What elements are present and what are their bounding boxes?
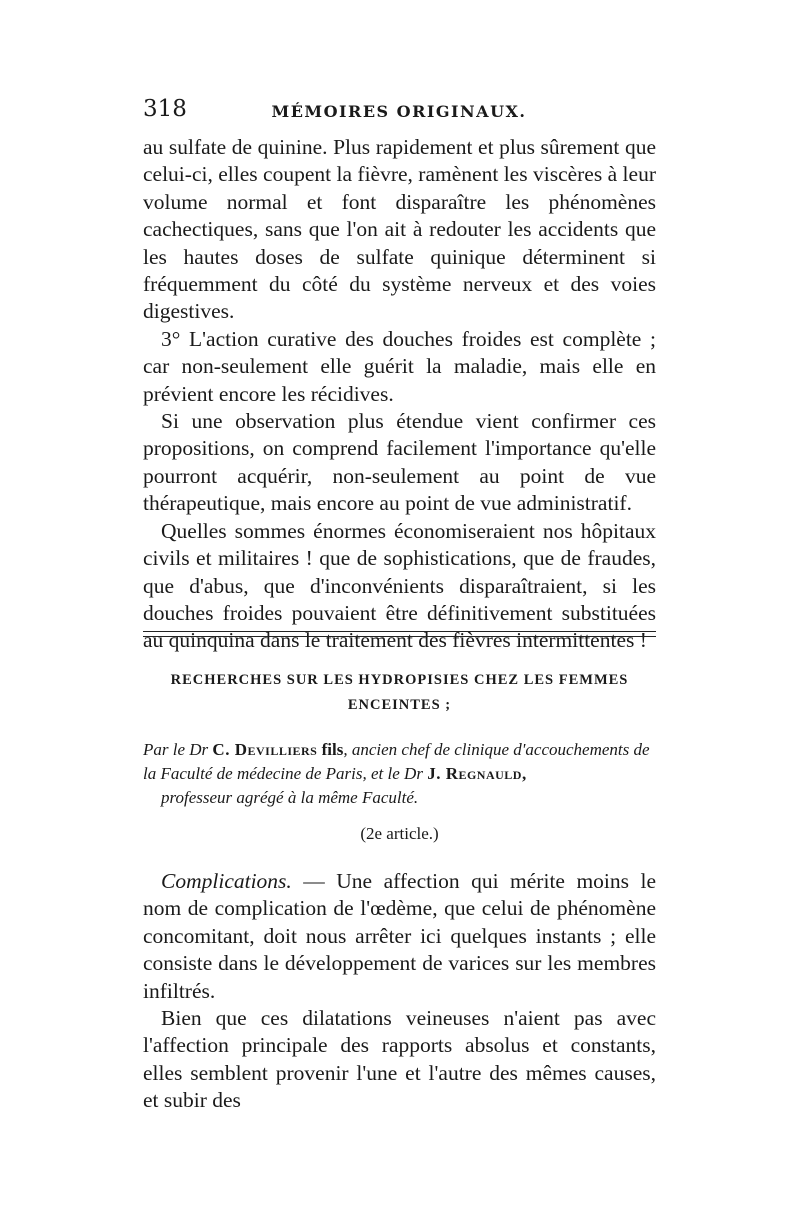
author-1-name: C. Devilliers bbox=[212, 740, 318, 759]
article-title-line-1: RECHERCHES SUR LES HYDROPISIES CHEZ LES FEMMES bbox=[170, 672, 629, 688]
running-title: MÉMOIRES ORIGINAUX. bbox=[271, 102, 527, 121]
paragraph-4: Quelles sommes énormes économiseraient nos hôpitaux civils et militaires ! que de sophistications, que de fraudes, que d'abus, que d'inconvénients disparaîtraient, si les douches froides pouvaient être définitivement substituées au quinquina dans le traitement des fièvres intermittentes ! bbox=[143, 518, 656, 653]
author-2-description: professeur agrégé à la même Faculté. bbox=[161, 788, 419, 807]
section-heading: Complications. bbox=[161, 869, 292, 893]
author-1-suffix: fils bbox=[321, 740, 344, 759]
section-divider bbox=[143, 631, 656, 637]
section-paragraph-1 bbox=[143, 868, 656, 1005]
section-paragraph-2: Bien que ces dilatations veineuses n'aient pas avec l'affection principale des rapports absolus et constants, elles semblent provenir l'une et l'autre des mêmes causes, et subir des bbox=[143, 1006, 656, 1113]
author-1-description: , ancien chef de clinique d'accouchements de la Faculté de médecine de Paris, et le Dr bbox=[143, 740, 650, 783]
section-dash: — bbox=[291, 869, 337, 893]
author-2-name: J. Regnauld, bbox=[427, 764, 527, 783]
paragraph-1: au sulfate de quinine. Plus rapidement et plus sûrement que celui-ci, elles coupent la fièvre, ramènent les viscères à leur volume normal et font disparaître les phénomènes cachectiques, sans que l'on ait à redouter les accidents que les hautes doses de sulfate quinique déterminent si fréquemment du côté du système nerveux et des voies digestives. bbox=[143, 135, 656, 324]
article-authors bbox=[143, 738, 656, 810]
paragraph-2: 3° L'action curative des douches froides est complète ; car non-seulement elle guérit la maladie, mais elle en prévient encore les récidives. bbox=[143, 326, 656, 406]
page-header bbox=[143, 96, 655, 126]
top-text-block bbox=[143, 134, 656, 655]
section-paragraph-1-text: Une affection qui mérite moins le nom de complication de l'œdème, que celui de phénomène concomitant, doit nous arrêter ici quelques instants ; elle consiste dans le développement de varices sur les membres infiltrés. bbox=[143, 869, 657, 1003]
section-text-block bbox=[143, 868, 656, 1115]
page-number: 318 bbox=[143, 96, 187, 122]
authors-par: Par le Dr bbox=[143, 740, 209, 759]
article-number: (2e article.) bbox=[360, 824, 439, 843]
paragraph-3: Si une observation plus étendue vient confirmer ces propositions, on comprend facilement l'importance qu'elle pourront acquérir, non-seulement au point de vue thérapeutique, mais encore au point de vue administratif. bbox=[143, 409, 656, 516]
article-title-line-2: ENCEINTES ; bbox=[347, 697, 452, 713]
